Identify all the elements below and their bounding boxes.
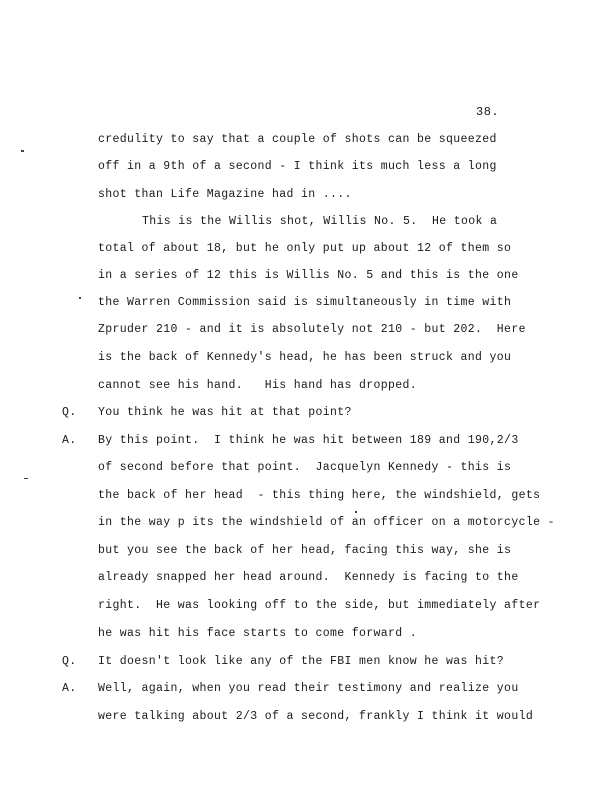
text-line-20: It doesn't look like any of the FBI men know he was hit?	[98, 655, 505, 668]
text-line-1: credulity to say that a couple of shots can be squeezed	[98, 133, 497, 146]
text-line-14: the back of her head - this thing here, the windshield, gets	[98, 489, 541, 502]
text-line-5: total of about 18, but he only put up about 12 of them so	[98, 242, 512, 255]
speaker-q-1: Q.	[62, 406, 77, 419]
text-line-10: cannot see his hand. His hand has dropped.	[98, 379, 418, 392]
text-line-12: By this point. I think he was hit between 189 and 190,2/3	[98, 434, 519, 447]
text-line-2: off in a 9th of a second - I think its much less a long	[98, 160, 497, 173]
text-line-9: is the back of Kennedy's head, he has been struck and you	[98, 351, 512, 364]
text-line-16: but you see the back of her head, facing this way, she is	[98, 544, 512, 557]
text-line-18: right. He was looking off to the side, but immediately after	[98, 599, 541, 612]
text-line-15: in the way p its the windshield of an officer on a motorcycle -	[98, 516, 555, 529]
scan-speck	[24, 478, 28, 479]
text-line-8: Zpruder 210 - and it is absolutely not 210 - but 202. Here	[98, 323, 526, 336]
text-line-17: already snapped her head around. Kennedy is facing to the	[98, 571, 519, 584]
scan-speck	[355, 511, 357, 513]
text-line-21: Well, again, when you read their testimony and realize you	[98, 682, 519, 695]
text-line-22: were talking about 2/3 of a second, frankly I think it would	[98, 710, 534, 723]
speaker-a-1: A.	[62, 434, 77, 447]
scan-speck	[79, 297, 81, 299]
speaker-a-2: A.	[62, 682, 77, 695]
text-line-6: in a series of 12 this is Willis No. 5 and this is the one	[98, 269, 519, 282]
text-line-11: You think he was hit at that point?	[98, 406, 352, 419]
text-line-13: of second before that point. Jacquelyn Kennedy - this is	[98, 461, 512, 474]
scan-speck	[21, 150, 24, 152]
text-line-3: shot than Life Magazine had in ....	[98, 188, 352, 201]
text-line-19: he was hit his face starts to come forward .	[98, 627, 418, 640]
page-number: 38.	[476, 105, 500, 119]
text-line-4: This is the Willis shot, Willis No. 5. He took a	[142, 215, 498, 228]
text-line-7: the Warren Commission said is simultaneously in time with	[98, 296, 512, 309]
speaker-q-2: Q.	[62, 655, 77, 668]
